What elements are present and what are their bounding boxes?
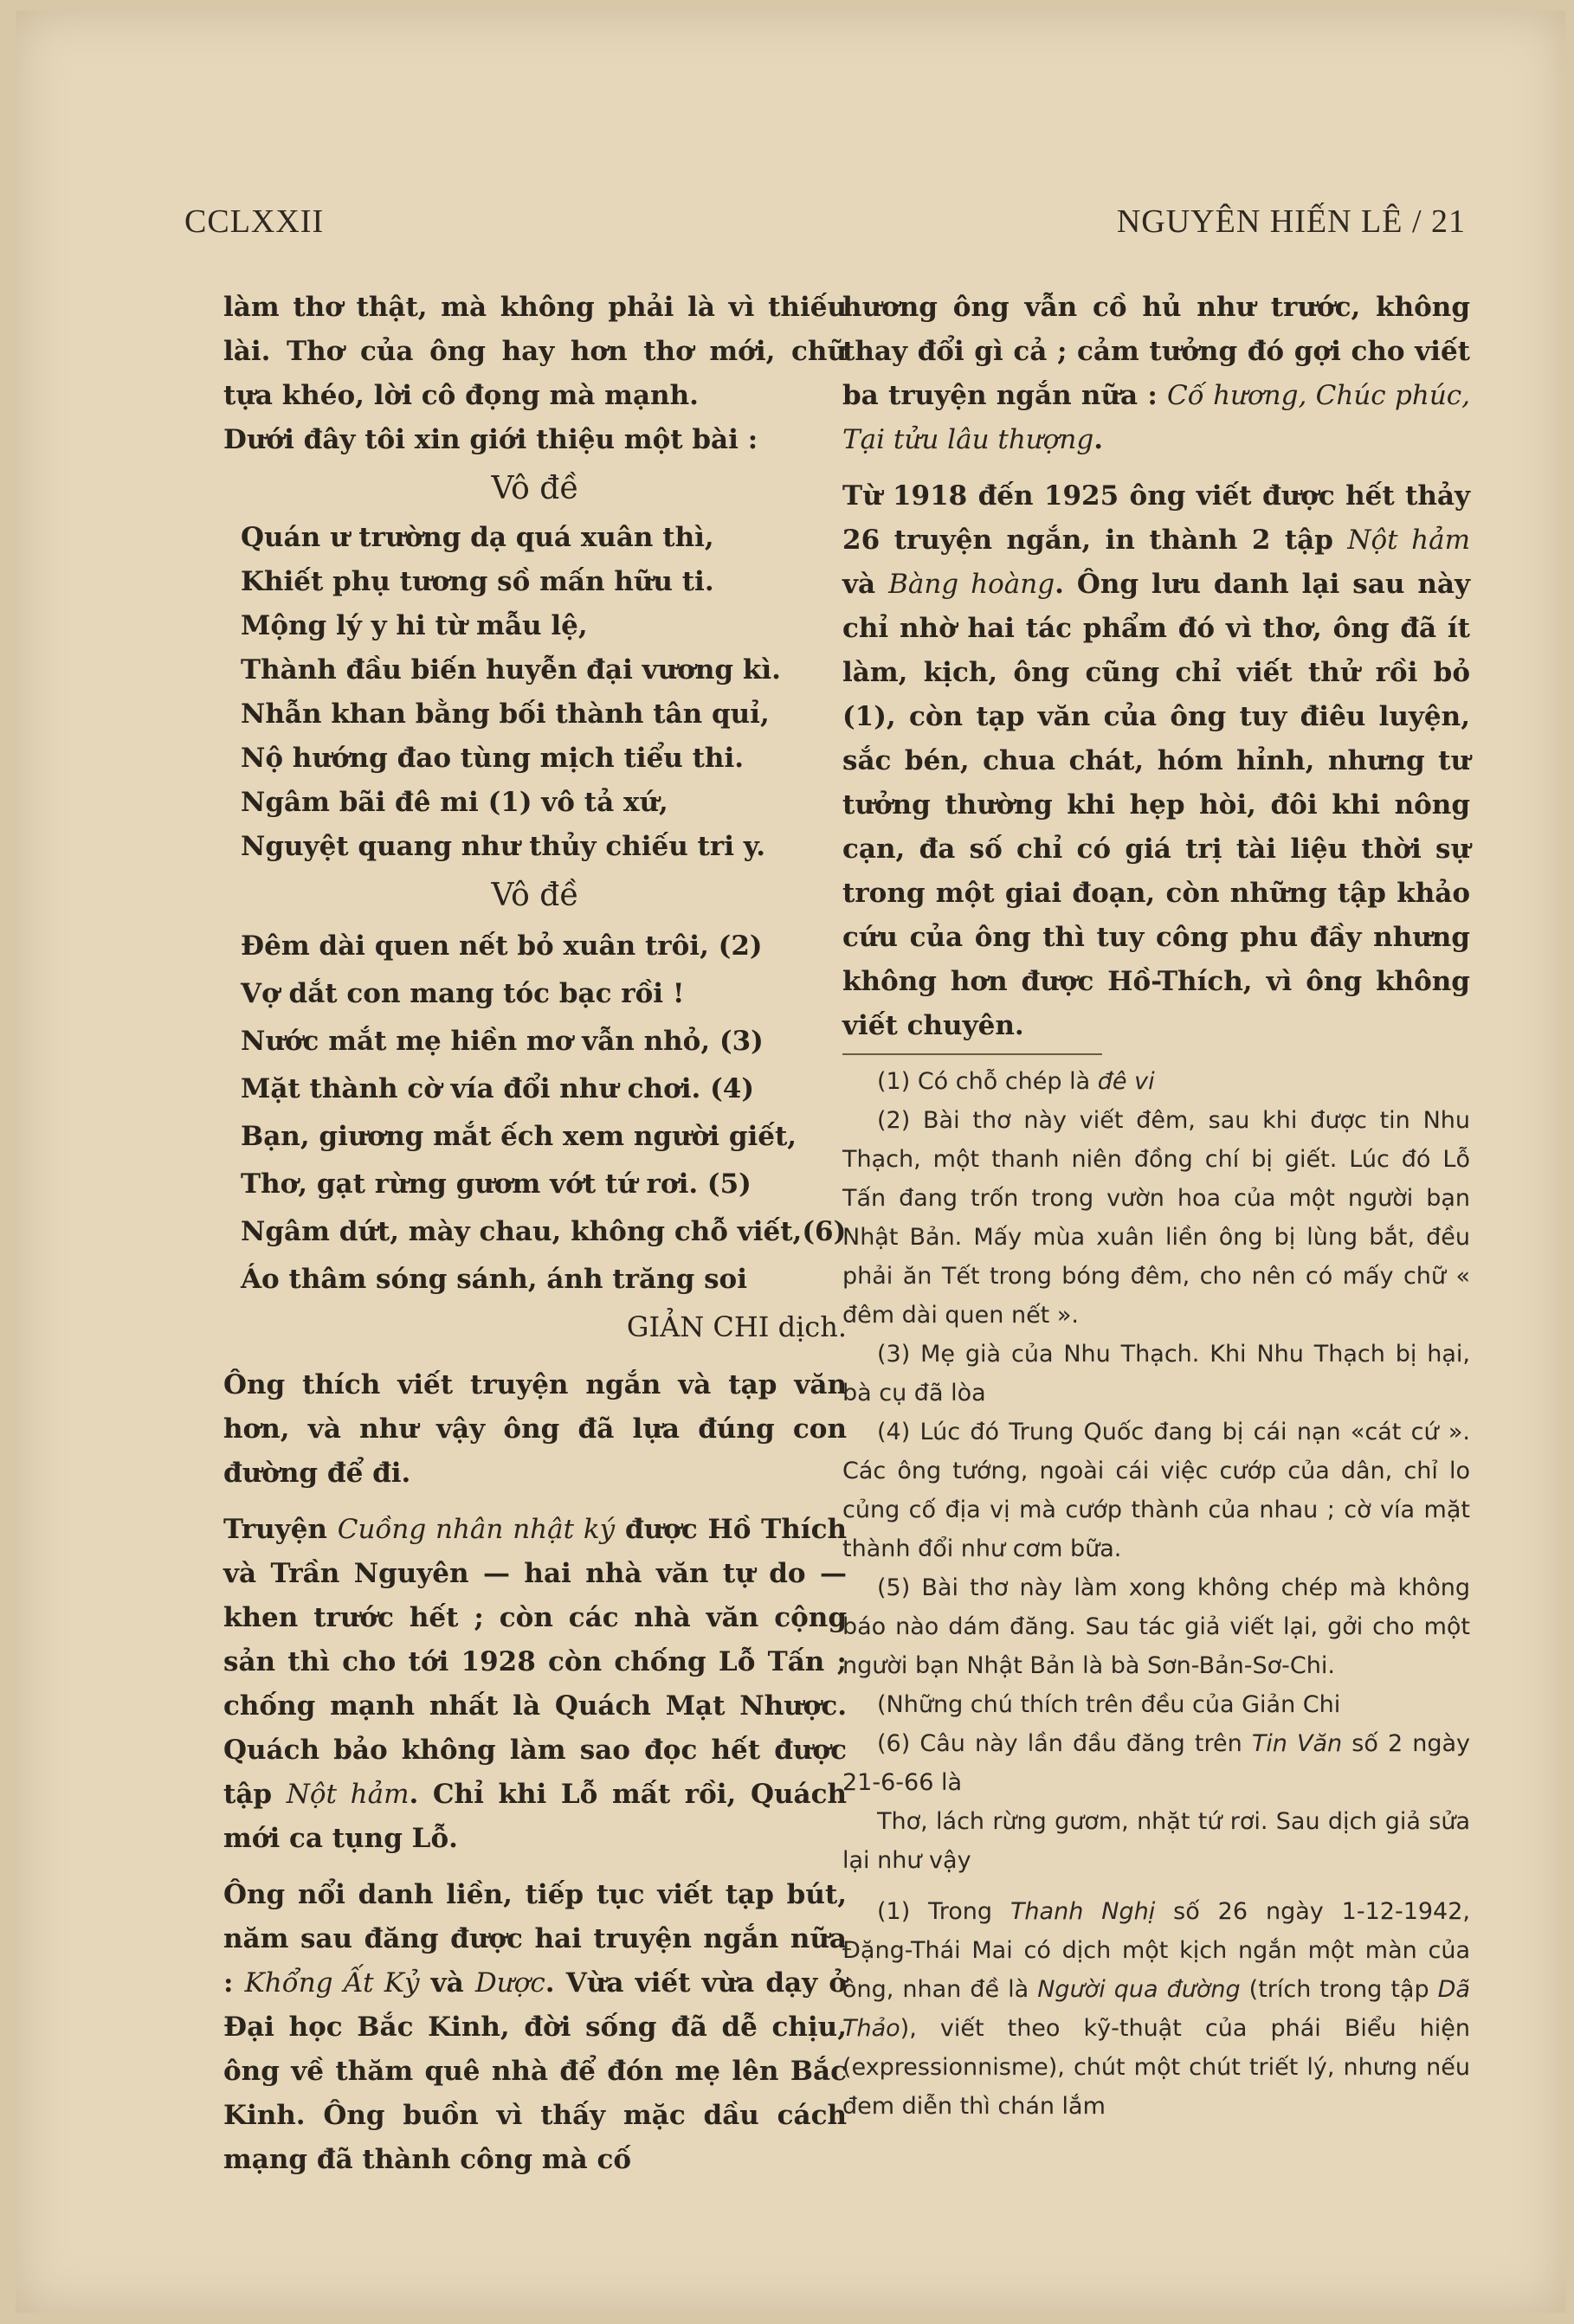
poem1-lines xyxy=(223,516,847,869)
poem1-line: Nộ hướng đao tùng mịch tiểu thi. xyxy=(241,743,745,774)
text-span: (trích trong tập xyxy=(1240,1976,1438,2003)
text-span: được Hồ Thích và Trần Nguyên — hai nhà văn tự do — khen trước hết ; còn các nhà văn cộng sản thì cho tới 1928 còn chống Lỗ Tấn ; chống mạnh nhất là Quách Mạt Nhược. Quách bảo không làm sao đọc hết được tập xyxy=(223,1514,847,1810)
poem2-line: Đêm dài quen nết bỏ xuân trôi, (2) xyxy=(241,930,763,962)
poem1-line: Ngâm bãi đê mi (1) vô tả xứ, xyxy=(241,787,668,818)
scanned-page xyxy=(16,10,1565,2313)
translator-signature: GIẢN CHI dịch. xyxy=(626,1310,847,1343)
poem1-line: Thành đầu biến huyễn đại vương kì. xyxy=(241,654,781,686)
poem1-title: Vô đề xyxy=(491,471,579,506)
poem2-line: Ngâm dứt, mày chau, không chỗ viết,(6) xyxy=(241,1216,847,1247)
poem1-line: Khiết phụ tương sồ mấn hữu ti. xyxy=(241,566,714,597)
work-title: Dã Thảo xyxy=(842,1976,1470,2042)
work-title: Nột hảm xyxy=(1347,525,1470,556)
footnote-attribution: (Những chú thích trên đều của Giản Chi xyxy=(877,1691,1341,1718)
footnote xyxy=(842,1724,1470,1802)
work-title: Bàng hoàng xyxy=(888,569,1055,600)
text-span: . Vừa viết vừa dạy ở Đại học Bắc Kinh, đời sống đã dễ chịu, ông về thăm quê nhà để đón mẹ lên Bắc Kinh. Ông buồn vì thấy mặc dầu cách mạng đã thành công mà cố xyxy=(223,1967,847,2175)
text-span: và xyxy=(419,1967,475,1999)
text-span: . Chỉ khi Lỗ mất rồi, Quách mới ca tụng Lỗ. xyxy=(223,1779,847,1854)
text-span: số 2 ngày 21-6-66 là xyxy=(842,1730,1470,1796)
footnote: (4) Lúc đó Trung Quốc đang bị cái nạn «cát cứ ». Các ông tướng, ngoài cái việc cướp của dân, chỉ lo củng cố địa vị mà cướp thành của nhau ; cờ vía mặt thành đổi như cơm bữa. xyxy=(842,1419,1470,1562)
publication-title: Tin Văn xyxy=(1251,1730,1343,1757)
footnote: (3) Mẹ già của Nhu Thạch. Khi Nhu Thạch bị hại, bà cụ đã lòa xyxy=(842,1341,1470,1407)
right-column xyxy=(842,286,1470,2126)
footnote xyxy=(842,1892,1470,2126)
poem2-line: Mặt thành cờ vía đổi như chơi. (4) xyxy=(241,1073,755,1104)
footnote-divider xyxy=(842,1053,1102,1055)
text-span: . xyxy=(1093,424,1104,455)
poem1-line: Nguyệt quang như thủy chiếu tri y. xyxy=(241,831,766,862)
text-span: (1) Có chỗ chép là xyxy=(877,1068,1098,1095)
footnote: (5) Bài thơ này làm xong không chép mà không báo nào dám đăng. Sau tác giả viết lại, gởi cho một người bạn Nhật Bản là bà Sơn-Bản-Sơ-Chi. xyxy=(842,1574,1470,1679)
poem1-line: Mộng lý y hi từ mẫu lệ, xyxy=(241,610,588,641)
text-span: (6) Câu này lần đầu đăng trên xyxy=(877,1730,1252,1757)
publication-title: Thanh Nghị xyxy=(1010,1898,1156,1925)
left-para-3 xyxy=(223,1508,847,1861)
poem1-line: Nhẫn khan bằng bối thành tân quỉ, xyxy=(241,698,770,730)
footnote: (2) Bài thơ này viết đêm, sau khi được tin Nhu Thạch, một thanh niên đồng chí bị giết. Lúc đó Lỗ Tấn đang trốn trong vườn hoa của một người bạn Nhật Bản. Mấy mùa xuân liền ông bị lùng bắt, đều phải ăn Tết trong bóng đêm, cho nên có mấy chữ « đêm dài quen nết ». xyxy=(842,1107,1470,1329)
text-span: Ông nổi danh liền, tiếp tục viết tạp bút, năm sau đăng được hai truyện ngắn nữa : xyxy=(223,1879,847,1999)
text-span: Truyện xyxy=(223,1514,338,1545)
work-titles: Cố hương, Chúc phúc, Tại tửu lâu thượng xyxy=(842,380,1470,455)
work-title: Khổng Ất Kỷ xyxy=(244,1967,420,1999)
right-para-2 xyxy=(842,474,1470,1048)
left-para-2: Ông thích viết truyện ngắn và tạp văn hơn, và như vậy ông đã lựa đúng con đường để đi. xyxy=(223,1369,847,1489)
left-para-1: làm thơ thật, mà không phải là vì thiếu lài. Thơ của ông hay hơn thơ mới, chữ tựa khéo, lời cô đọng mà mạnh. xyxy=(223,292,847,411)
header-roman-page-number: CCLXXII xyxy=(184,203,325,240)
poem1-line: Quán ư trường dạ quá xuân thì, xyxy=(241,522,714,553)
left-column xyxy=(223,286,847,2182)
poem2-line: Bạn, giương mắt ếch xem người giết, xyxy=(241,1121,797,1152)
page-header xyxy=(184,203,1466,254)
footnote-term: đê vi xyxy=(1097,1068,1155,1095)
poem2-line: Nước mắt mẹ hiền mơ vẫn nhỏ, (3) xyxy=(241,1026,764,1057)
work-title: Dược xyxy=(474,1967,545,1999)
text-span: (1) Trong xyxy=(877,1898,1010,1925)
header-author-page: NGUYÊN HIẾN LÊ / 21 xyxy=(1116,203,1466,240)
text-span: . Ông lưu danh lại sau này chỉ nhờ hai tác phẩm đó vì thơ, ông đã ít làm, kịch, ông cũng chỉ viết thử rồi bỏ (1), còn tạp văn của ông tuy điêu luyện, sắc bén, chua chát, hóm hỉnh, nhưng tư tưởng thường khi hẹp hòi, đôi khi nông cạn, đa số chỉ có giá trị tài liệu thời sự trong một giai đoạn, còn những tập khảo cứu của ông thì tuy công phu đầy nhưng không hơn được Hồ-Thích, vì ông không viết chuyên. xyxy=(842,569,1470,1041)
poem-intro: Dưới đây tôi xin giới thiệu một bài : xyxy=(223,424,758,455)
footnotes xyxy=(842,1062,1470,2126)
work-title: Cuồng nhân nhật ký xyxy=(337,1514,616,1545)
text-span: ), viết theo kỹ-thuật của phái Biểu hiện (expressionnisme), chút một chút triết lý, nhưng nếu đem diễn thì chán lắm xyxy=(842,2015,1470,2120)
text-span: Từ 1918 đến 1925 ông viết được hết thảy 26 truyện ngắn, in thành 2 tập xyxy=(842,480,1470,556)
work-title: Người qua đường xyxy=(1037,1976,1241,2003)
footnote-quote: Thơ, lách rừng gươm, nhặt tứ rơi. Sau dịch giả sửa lại như vậy xyxy=(842,1808,1470,1874)
left-para-4 xyxy=(223,1873,847,2182)
text-span: hương ông vẫn cồ hủ như trước, không thay đổi gì cả ; cảm tưởng đó gợi cho viết ba truyện ngắn nữa : xyxy=(842,292,1470,411)
footnote xyxy=(842,1062,1470,1101)
poem2-line: Vợ dắt con mang tóc bạc rồi ! xyxy=(241,978,685,1009)
text-span: số 26 ngày 1-12-1942, Đặng-Thái Mai có dịch một kịch ngắn một màn của ông, nhan đề là xyxy=(842,1898,1470,2003)
text-span: và xyxy=(842,569,889,600)
poem2-line: Thơ, gạt rừng gươm vớt tứ rơi. (5) xyxy=(241,1168,752,1200)
poem2-title: Vô đề xyxy=(491,878,579,913)
right-para-1 xyxy=(842,286,1470,462)
work-title: Nột hảm xyxy=(286,1779,410,1810)
poem2-line: Áo thâm sóng sánh, ánh trăng soi xyxy=(241,1264,748,1295)
poem2-lines xyxy=(223,923,847,1304)
